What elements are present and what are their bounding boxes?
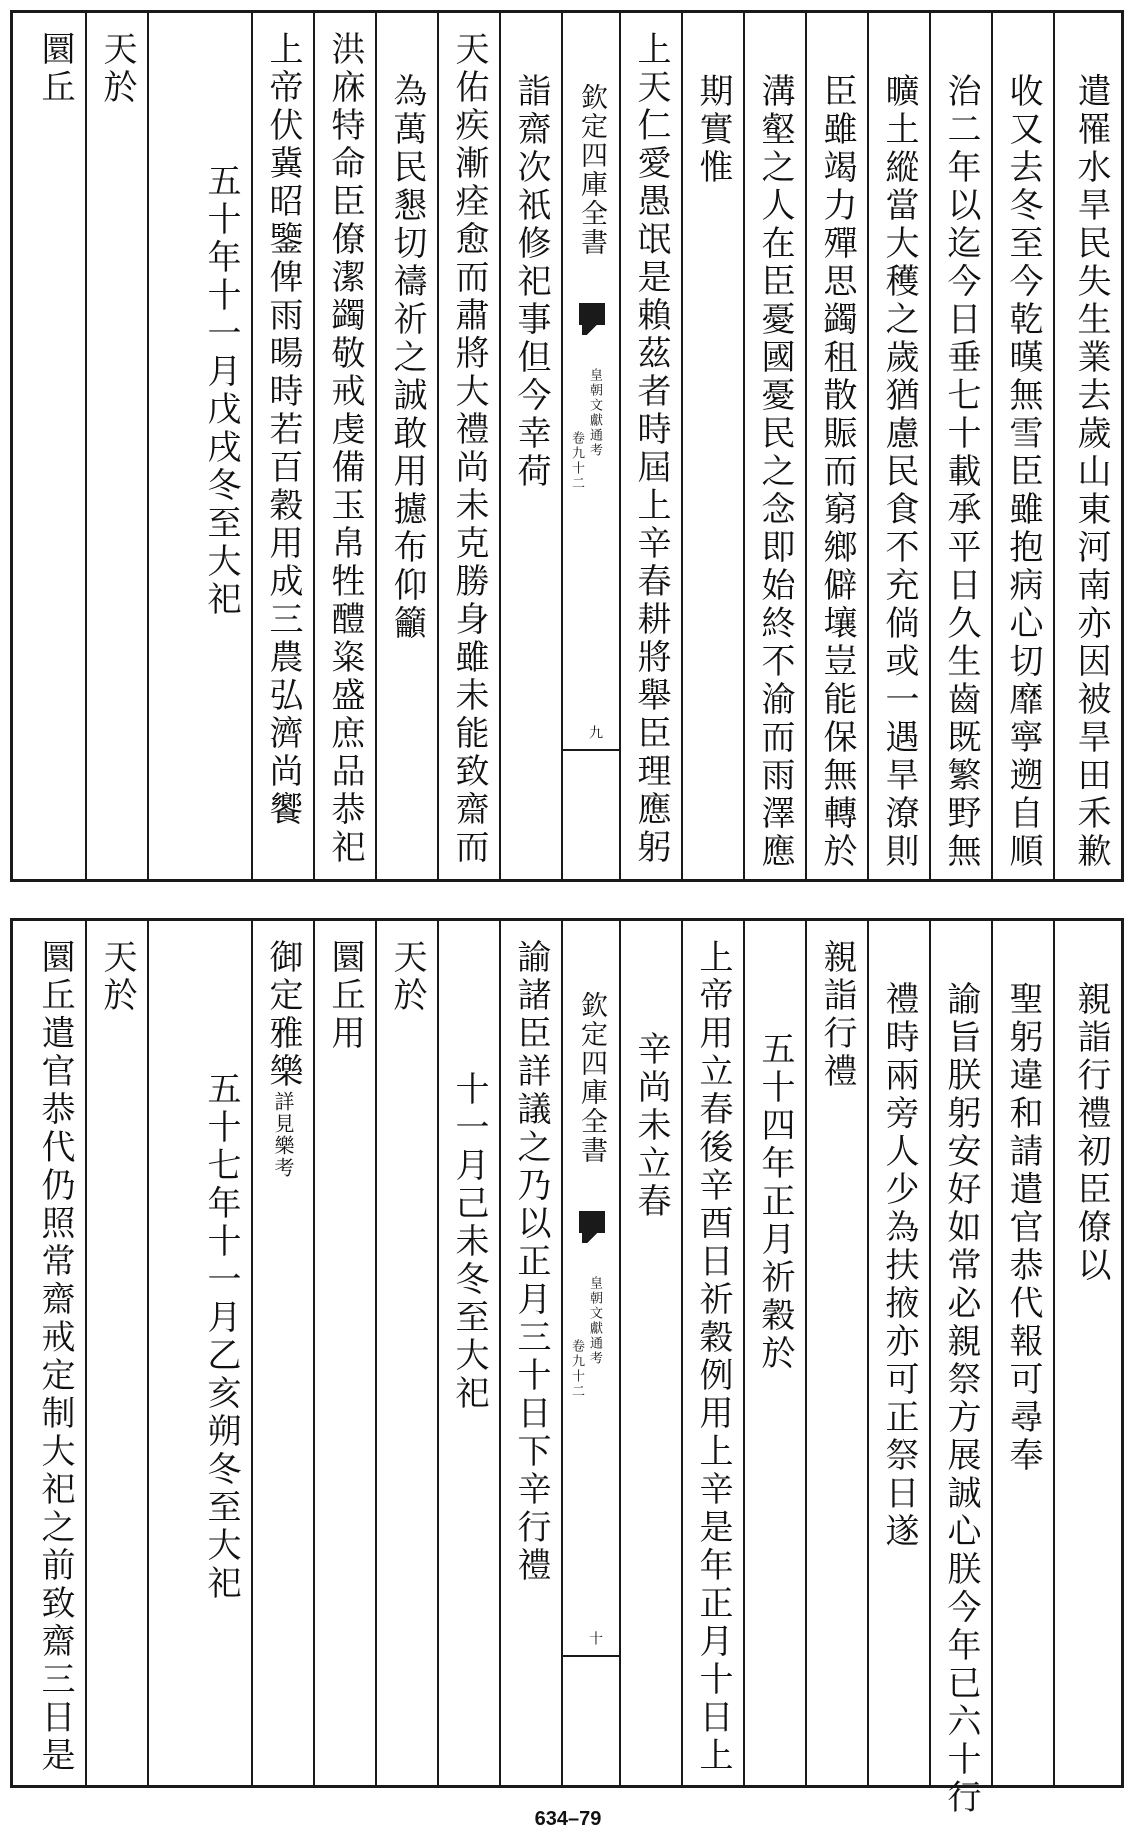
center-divider	[563, 1655, 619, 1657]
text-column	[501, 13, 563, 879]
book-title: 欽定四庫全書	[576, 991, 607, 1165]
column-main-text: 御定雅樂	[263, 939, 303, 1091]
column-text: 諭諸臣詳議之乃以正月三十日下辛行禮	[511, 939, 551, 1585]
column-text: 遣罹水旱民失生業去歲山東河南亦因被旱田禾歉	[1071, 73, 1111, 871]
column-text: 臣雖竭力殫思蠲租散賑而窮鄉僻壤豈能保無轉於	[817, 73, 857, 871]
text-column	[745, 921, 807, 1785]
text-column	[745, 13, 807, 879]
column-text: 溝壑之人在臣憂國憂民之念即始終不渝而雨澤應	[755, 73, 795, 871]
column-text: 為萬民懇切禱祈之誠敢用攄布仰籲	[387, 73, 427, 643]
column-text: 天於	[97, 939, 137, 1015]
text-column	[87, 921, 149, 1785]
center-fold	[563, 921, 621, 1785]
text-column	[1055, 13, 1121, 879]
text-column	[621, 921, 683, 1785]
text-column	[439, 13, 501, 879]
text-column	[377, 921, 439, 1785]
text-column	[807, 13, 869, 879]
column-text: 天於	[97, 31, 137, 107]
column-text: 圜丘用	[325, 939, 365, 1053]
text-column	[315, 921, 377, 1785]
text-column	[993, 921, 1055, 1785]
column-text: 五十四年正月祈穀於	[755, 1031, 795, 1373]
text-column	[253, 921, 315, 1785]
note-line: 詳見	[271, 1091, 295, 1135]
text-column	[807, 921, 869, 1785]
text-column	[683, 13, 745, 879]
center-divider	[563, 749, 619, 751]
text-column	[931, 921, 993, 1817]
volume-number: 卷九十二	[569, 1339, 584, 1399]
top-page	[10, 10, 1124, 882]
column-text: 五十七年十一月乙亥朔冬至大祀	[201, 1071, 241, 1603]
bottom-page	[10, 918, 1124, 1817]
volume-number: 卷九十二	[569, 431, 584, 491]
column-text: 辛尚未立春	[631, 1031, 671, 1221]
page-number: 十	[587, 1631, 603, 1645]
column-text: 圜丘	[35, 31, 75, 107]
fish-tail-mark	[579, 303, 605, 325]
text-column	[1055, 921, 1121, 1785]
text-column	[29, 13, 87, 879]
column-text: 上帝用立春後辛酉日祈穀例用上辛是年正月十日上	[693, 939, 733, 1775]
text-column	[315, 13, 377, 879]
text-column	[253, 13, 315, 879]
column-text: 五十年十一月戊戌冬至大祀	[201, 163, 241, 619]
text-column	[993, 13, 1055, 879]
book-subtitle: 皇朝文獻通考	[587, 368, 602, 458]
book-subtitle: 皇朝文獻通考	[587, 1276, 602, 1366]
column-text: 期實惟	[693, 73, 733, 187]
text-column	[149, 921, 253, 1785]
column-text: 治二年以迄今日垂七十載承平日久生齒既繁野無	[941, 73, 981, 871]
page-footer-number: 634–79	[534, 1808, 602, 1830]
text-column	[869, 13, 931, 879]
fish-tail-mark	[579, 1211, 605, 1233]
text-column	[621, 13, 683, 879]
column-text: 上天仁愛愚氓是賴茲者時屆上辛春耕將舉臣理應躬	[631, 31, 671, 867]
column-text: 禮時兩旁人少為扶掖亦可正祭日遂	[879, 981, 919, 1551]
column-text: 諭旨朕躬安好如常必親祭方展誠心朕今年已六十行	[941, 981, 981, 1817]
column-text: 聖躬違和請遣官恭代報可尋奉	[1003, 981, 1043, 1475]
column-text: 天於	[387, 939, 427, 1015]
text-column	[87, 13, 149, 879]
column-text: 收又去冬至今乾暵無雪臣雖抱病心切靡寧遡自順	[1003, 73, 1043, 871]
book-title: 欽定四庫全書	[576, 83, 607, 257]
text-column	[149, 13, 253, 879]
column-text: 曠土縱當大穫之歲猶慮民食不充倘或一遇旱潦則	[879, 73, 919, 871]
text-column	[439, 921, 501, 1785]
top-columns	[13, 13, 1121, 879]
page-number: 九	[587, 725, 603, 739]
note-line: 樂考	[271, 1135, 295, 1179]
column-text: 親詣行禮初臣僚以	[1071, 981, 1111, 1285]
column-text: 上帝伏冀昭鑒俾雨暘時若百穀用成三農弘濟尚饗	[263, 31, 303, 829]
column-text: 天佑疾漸痊愈而肅將大禮尚未克勝身雖未能致齋而	[449, 31, 489, 867]
column-text: 詣齋次祇修祀事但今幸荷	[511, 73, 551, 491]
column-text: 十一月己未冬至大祀	[449, 1071, 489, 1413]
column-text: 親詣行禮	[817, 939, 857, 1091]
inline-note	[270, 1091, 296, 1179]
text-column	[29, 921, 87, 1785]
bottom-columns	[13, 921, 1121, 1817]
text-column	[683, 921, 745, 1785]
column-text: 洪庥特命臣僚潔蠲敬戒虔備玉帛牲醴粢盛庶品恭祀	[325, 31, 365, 867]
column-text: 圜丘遣官恭代仍照常齋戒定制大祀之前致齋三日是	[35, 939, 75, 1775]
text-column	[501, 921, 563, 1785]
text-column	[931, 13, 993, 879]
center-fold	[563, 13, 621, 879]
text-column	[869, 921, 931, 1785]
column-text	[253, 939, 313, 1179]
text-column	[377, 13, 439, 879]
